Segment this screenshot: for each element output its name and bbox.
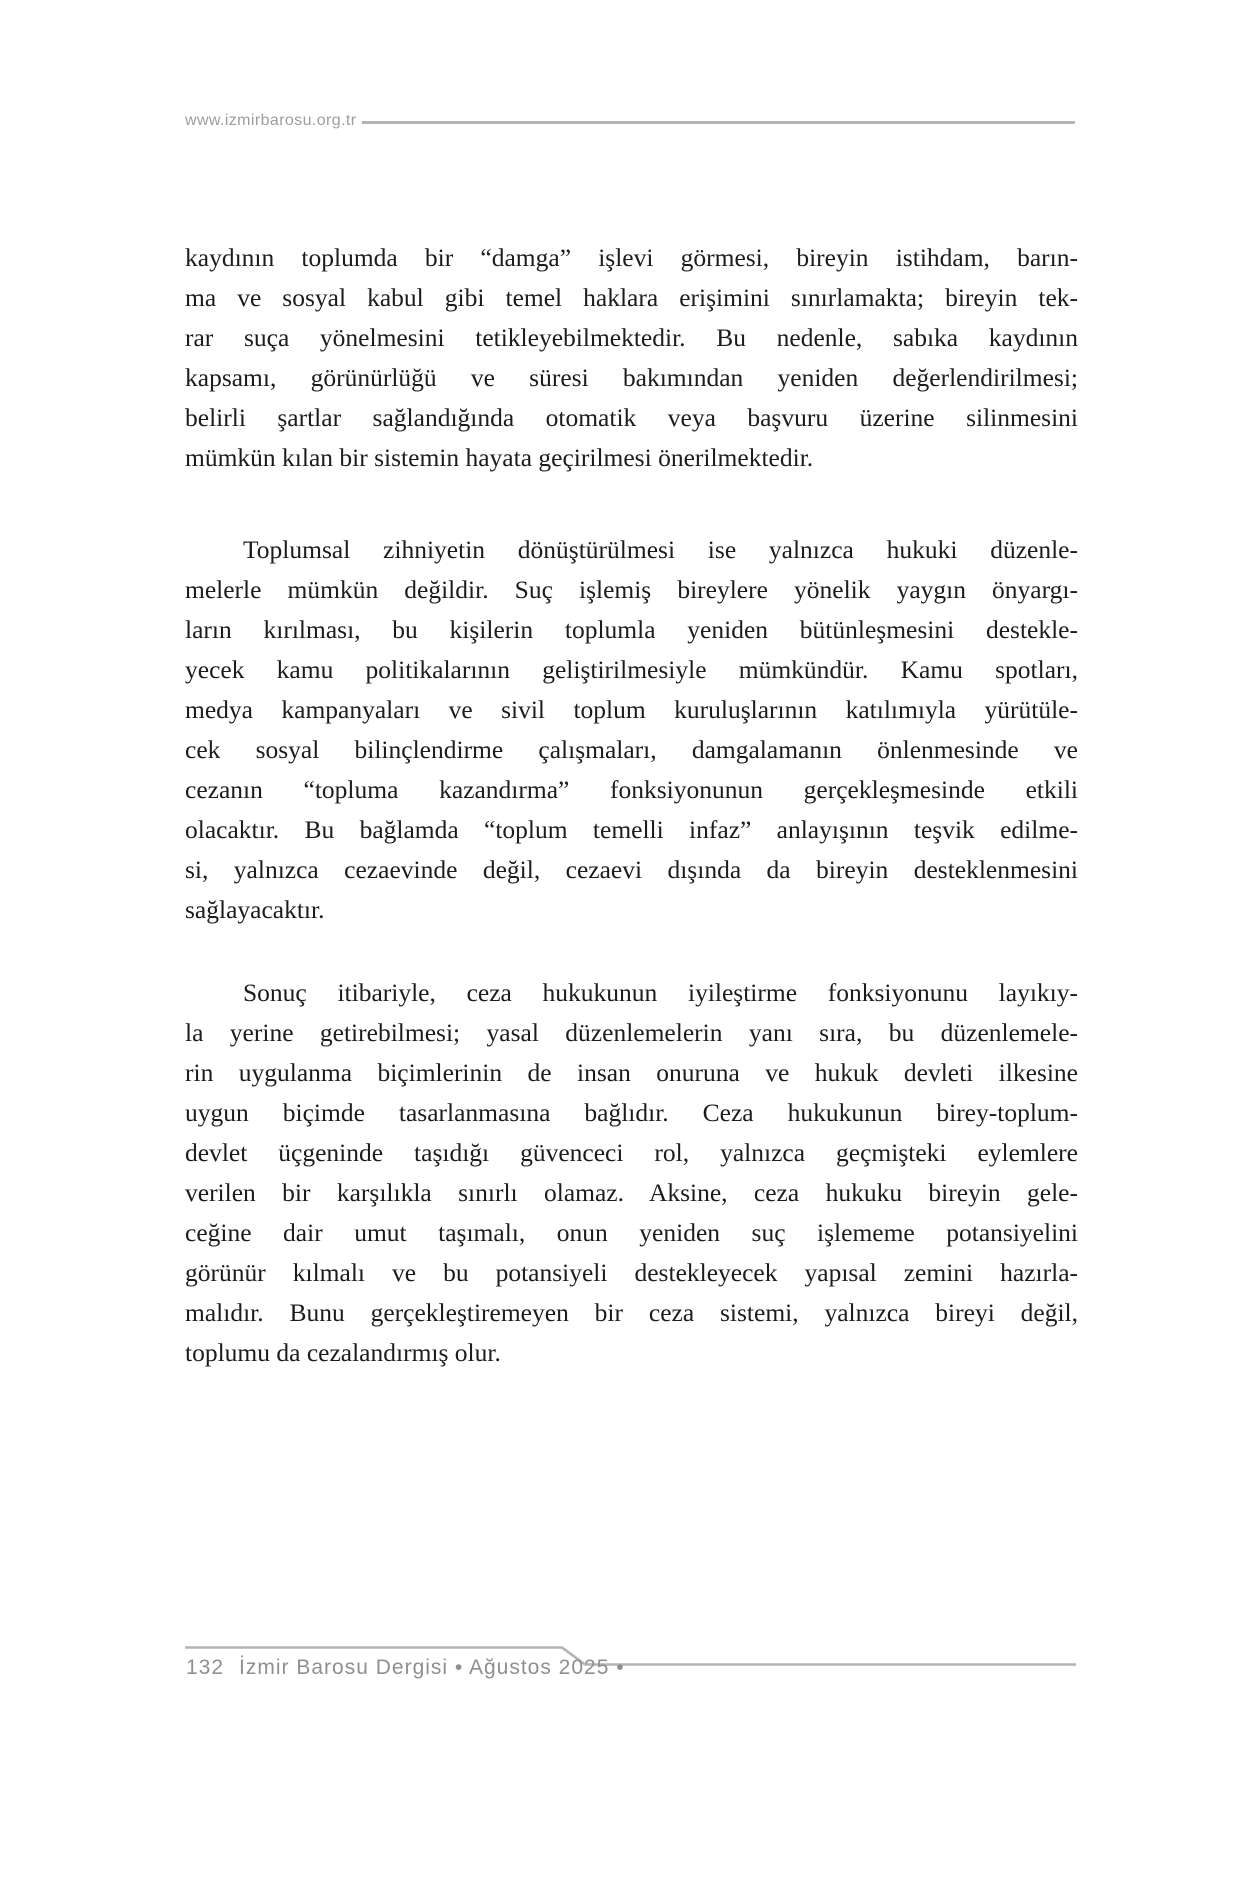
text-line: ceğine dair umut taşımalı, onun yeniden suç işlememe potansiyelini <box>185 1218 1078 1247</box>
page-number: 132 <box>186 1656 225 1679</box>
header-rule-line <box>362 121 1075 124</box>
text-line: rin uygulanma biçimlerinin de insan onuruna ve hukuk devleti ilkesine <box>185 1058 1078 1087</box>
text-line: olacaktır. Bu bağlamda “toplum temelli infaz” anlayışının teşvik edilme- <box>185 815 1078 844</box>
text-line: uygun biçimde tasarlanmasına bağlıdır. Ceza hukukunun birey-toplum- <box>185 1098 1078 1127</box>
text-line: ma ve sosyal kabul gibi temel haklara erişimini sınırlamakta; bireyin tek- <box>185 283 1078 312</box>
text-line: verilen bir karşılıkla sınırlı olamaz. Aksine, ceza hukuku bireyin gele- <box>185 1178 1078 1207</box>
text-line: belirli şartlar sağlandığında otomatik veya başvuru üzerine silinmesini <box>185 403 1078 432</box>
text-line: devlet üçgeninde taşıdığı güvenceci rol, yalnızca geçmişteki eylemlere <box>185 1138 1078 1167</box>
text-line: toplumu da cezalandırmış olur. <box>185 1338 501 1367</box>
paragraph-3 <box>185 973 1078 1373</box>
text-line: cek sosyal bilinçlendirme çalışmaları, damgalamanın önlenmesinde ve <box>185 735 1078 764</box>
text-line: mümkün kılan bir sistemin hayata geçirilmesi önerilmektedir. <box>185 443 814 472</box>
paragraph-2 <box>185 530 1078 930</box>
text-line: rar suça yönelmesini tetikleyebilmektedir. Bu nedenle, sabıka kaydının <box>185 323 1078 352</box>
page-header <box>185 112 1075 130</box>
text-line: yecek kamu politikalarının geliştirilmesiyle mümkündür. Kamu spotları, <box>185 655 1078 684</box>
page-footer <box>186 1656 625 1680</box>
text-line: görünür kılmalı ve bu potansiyeli destekleyecek yapısal zemini hazırla- <box>185 1258 1078 1287</box>
header-website-url: www.izmirbarosu.org.tr <box>185 112 357 129</box>
text-line: la yerine getirebilmesi; yasal düzenlemelerin yanı sıra, bu düzenlemele- <box>185 1018 1078 1047</box>
text-line: medya kampanyaları ve sivil toplum kuruluşlarının katılımıyla yürütüle- <box>185 695 1078 724</box>
text-line: kapsamı, görünürlüğü ve süresi bakımından yeniden değerlendirilmesi; <box>185 363 1078 392</box>
text-line: Toplumsal zihniyetin dönüştürülmesi ise yalnızca hukuki düzenle- <box>243 535 1078 564</box>
text-line: melerle mümkün değildir. Suç işlemiş bireylere yönelik yaygın önyargı- <box>185 575 1078 604</box>
text-line: Sonuç itibariyle, ceza hukukunun iyileştirme fonksiyonunu layıkıy- <box>243 978 1078 1007</box>
article-body <box>185 238 1078 1373</box>
text-line: si, yalnızca cezaevinde değil, cezaevi dışında da bireyin desteklenmesini <box>185 855 1078 884</box>
text-line: sağlayacaktır. <box>185 895 325 924</box>
journal-issue-label: İzmir Barosu Dergisi • Ağustos 2025 • <box>239 1656 625 1679</box>
text-line: malıdır. Bunu gerçekleştiremeyen bir ceza sistemi, yalnızca bireyi değil, <box>185 1298 1078 1327</box>
text-line: kaydının toplumda bir “damga” işlevi görmesi, bireyin istihdam, barın- <box>185 243 1078 272</box>
text-line: cezanın “topluma kazandırma” fonksiyonunun gerçekleşmesinde etkili <box>185 775 1078 804</box>
text-line: ların kırılması, bu kişilerin toplumla yeniden bütünleşmesini destekle- <box>185 615 1078 644</box>
paragraph-1 <box>185 238 1078 478</box>
